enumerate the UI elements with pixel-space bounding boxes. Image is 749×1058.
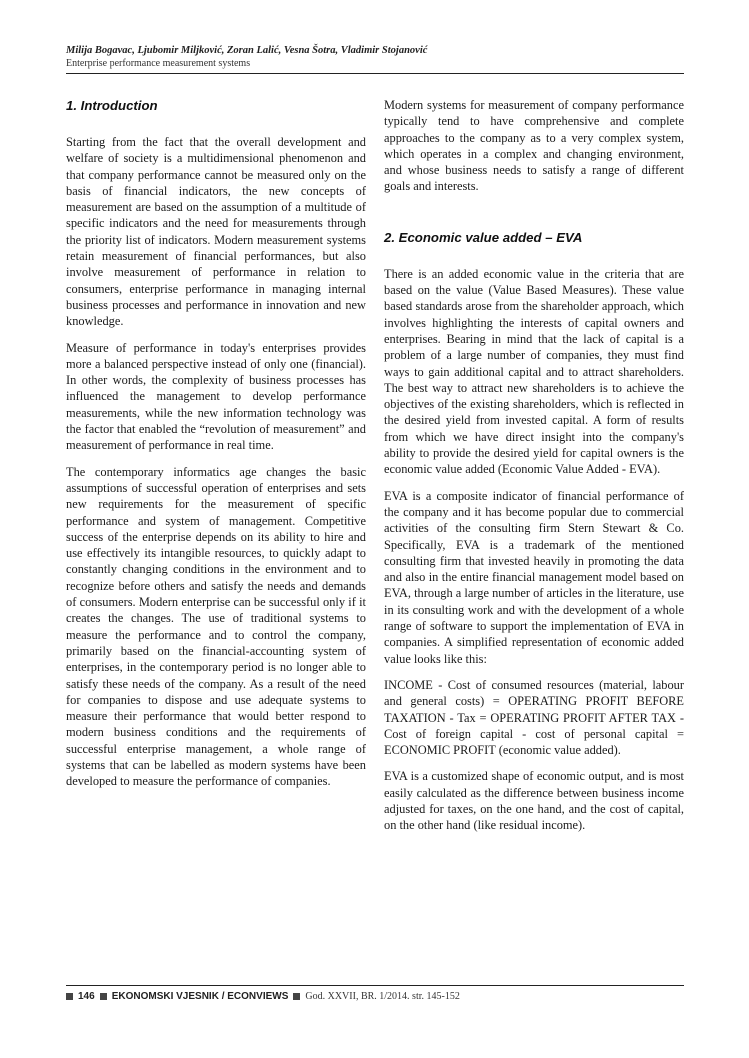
right-column [384, 97, 684, 844]
paragraph: Measure of performance in today's enterprises provides more a balanced perspective instead of only one (financial). In other words, the complexity of business processes has influenced the management to develop performance measurements, while the new information technology was the factor that enabled the “revolution of measurement” and measurement of performance in real time. [66, 340, 366, 453]
issue-info: God. XXVII, BR. 1/2014. str. 145-152 [305, 990, 460, 1002]
footer-divider [66, 985, 684, 986]
square-bullet-icon [100, 993, 107, 1000]
page-footer [66, 989, 684, 1003]
header-authors: Milija Bogavac, Ljubomir Miljković, Zoran Lalić, Vesna Šotra, Vladimir Stojanović [66, 45, 428, 56]
paragraph: Starting from the fact that the overall development and welfare of society is a multidimensional phenomenon and that company performance cannot be measured only on the basis of financial indicators, the new concepts of measurement are based on the assumption of a multitude of specific indicators and the need for measurements through the priority list of indicators. Modern measurement systems retain measurement of financial performances, but also involve measurement of performance in relation to consumers, enterprise performance in managing internal business processes and performance in innovation and new knowledge. [66, 135, 366, 329]
page-number: 146 [78, 990, 95, 1002]
section-title-eva: 2. Economic value added – EVA [384, 229, 583, 245]
paragraph: The contemporary informatics age changes the basic assumptions of successful operation of enterprises and sets new requirements for the measurement of specific performance and system of management. Competitive success of the enterprise depends on its ability to hire and use effectively its intangible resources, to quickly adapt to constantly changing conditions in the environment and to recognize before others and satisfy the needs and demands of consumers. Modern enterprise can be successful only if it creates the changes. The use of traditional systems to measure the performance and to control the company, primarily based on the financial-accounting system of enterprises, in the contemporary period is no longer able to satisfy these needs of the company. As a result of the need for companies to dispose and use adequate systems to measure their performance that would better respond to modern business conditions and the requirements of successful enterprise management, a whole range of systems that can be labelled as modern systems have been developed to measure the performance of companies. [66, 464, 366, 789]
running-header [66, 44, 684, 70]
square-bullet-icon [293, 993, 300, 1000]
left-column [66, 97, 366, 800]
paragraph: Modern systems for measurement of company performance typically tend to have comprehensive and complete approaches to the company as to a very complex system, which operates in a complex and changing environment, and whose business needs to satisfy a range of different goals and interests. [384, 98, 684, 194]
paragraph: There is an added economic value in the criteria that are based on the value (Value Based Measures). These value based standards arose from the shareholder approach, which involves highlighting the interests of capital owners and enterprises. Bearing in mind that the lack of capital is a problem of a large number of companies, they must find ways to gain additional capital and to attract shareholders. The best way to attract new shareholders is to achieve the objectives of the existing shareholders, which is reflected in the desired yield from invested capital. A form of results from which we have direct insight into the company's ability to provide the desired yield for capital owners is the economic value added (Economic Value Added - EVA). [384, 266, 684, 477]
section-title-introduction: 1. Introduction [66, 98, 158, 113]
journal-name: EKONOMSKI VJESNIK / ECONVIEWS [111, 990, 289, 1002]
paragraph: EVA is a composite indicator of financial performance of the company and it has become popular due to commercial activities of the consulting firm Stern Stewart & Co. Specifically, EVA is a trademark of the mentioned consulting firm that invested heavily in promoting the data and also in the entire financial management model based on EVA, through a large number of articles in the literature, use in its consulting work and with the development of a whole range of software to support the implementation of EVA in companies. A simplified representation of economic added value looks like this: [384, 488, 684, 666]
header-divider [66, 73, 684, 74]
square-bullet-icon [66, 993, 73, 1000]
paragraph: INCOME - Cost of consumed resources (material, labour and general costs) = OPERATING PROFIT BEFORE TAXATION - Tax = OPERATING PROFIT AFTER TAX - Cost of foreign capital - cost of personal capital = ECONOMIC PROFIT (economic value added). [384, 677, 684, 758]
paragraph: EVA is a customized shape of economic output, and is most easily calculated as the difference between business income adjusted for taxes, on the one hand, and the cost of capital, on the other hand (like residual income). [384, 769, 684, 833]
header-subtitle: Enterprise performance measurement systems [66, 58, 251, 69]
